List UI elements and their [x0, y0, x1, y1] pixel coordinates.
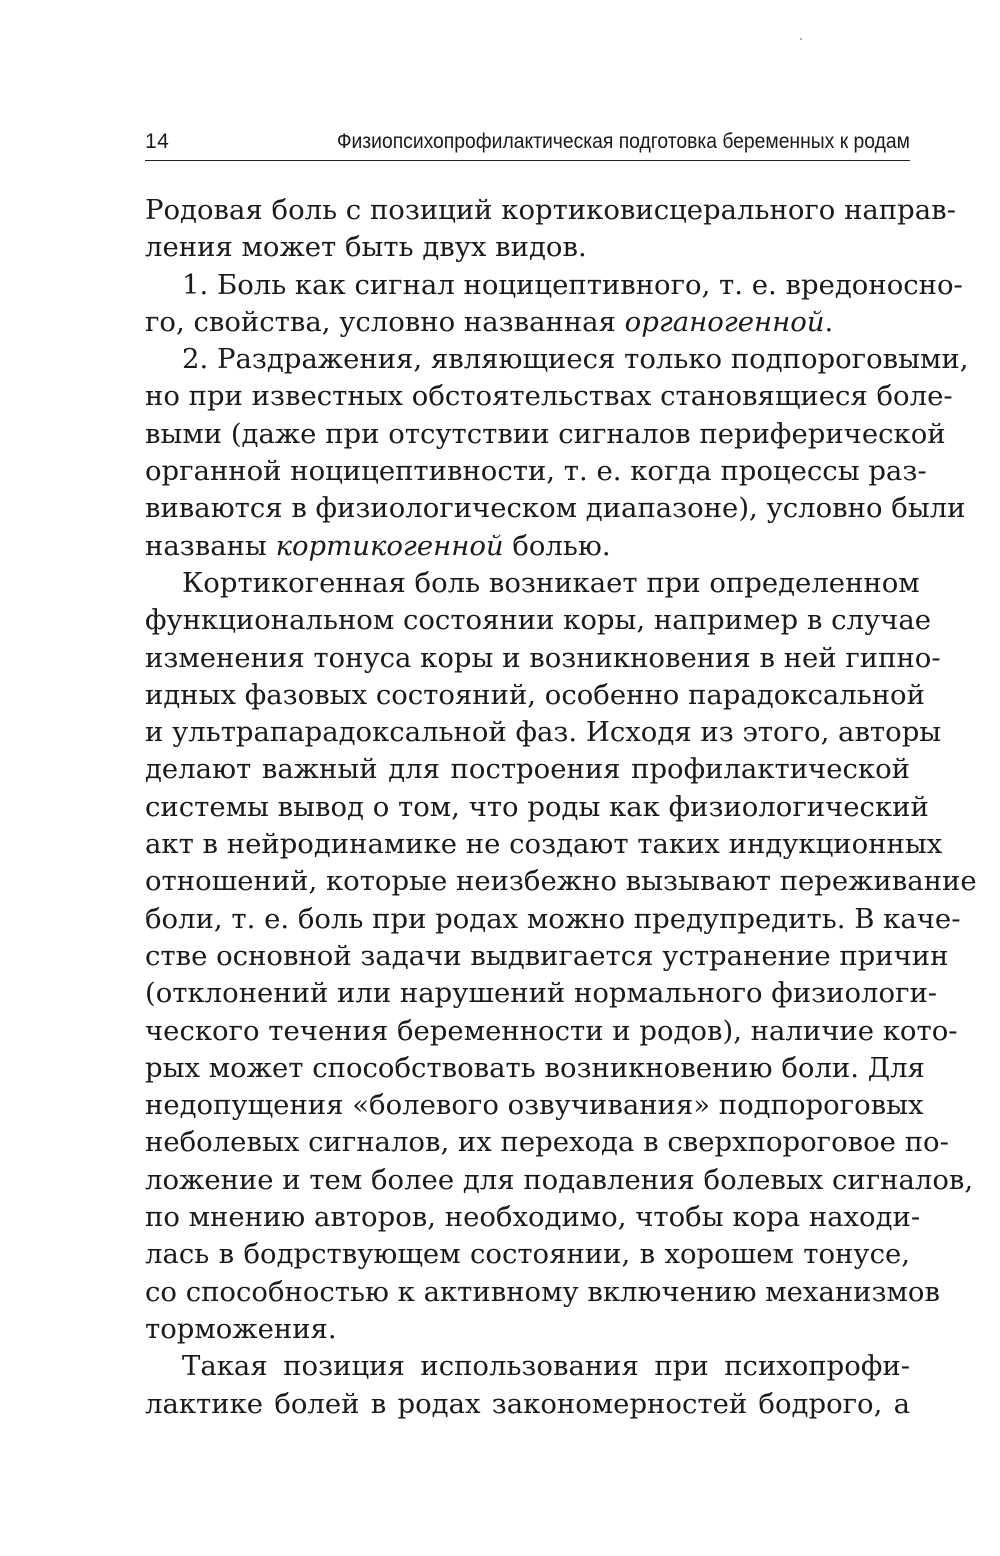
text-fragment: . — [824, 305, 834, 338]
text-line: со способностью к активному включению механизмов — [145, 1275, 940, 1308]
text-line: неболевых сигналов, их перехода в сверхпороговое по- — [145, 1126, 949, 1159]
text-line: акт в нейродинамике не создают таких индукционных — [145, 828, 943, 861]
text-line: Такая позиция использования при психопрофи- — [182, 1350, 910, 1383]
text-line: Родовая боль с позиций кортиковисцерального направ- — [145, 194, 956, 226]
text-line: системы вывод о том, что роды как физиологический — [145, 790, 929, 823]
text-line: ложение и тем более для подавления болевых сигналов, — [145, 1163, 974, 1196]
text-line: ческого течения беременности и родов), наличие кото- — [145, 1014, 958, 1047]
text-line: боли, т. е. боль при родах можно предупредить. В каче- — [145, 902, 961, 935]
text-line: ления может быть двух видов. — [145, 231, 587, 264]
numbered-paragraph — [145, 267, 963, 342]
body-text — [145, 192, 977, 1423]
text-fragment: го, свойства, условно названная — [145, 305, 616, 338]
text-line: недопущения «болевого озвучивания» подпороговых — [145, 1089, 924, 1122]
text-line: отношений, которые неизбежно вызывают переживание — [145, 865, 977, 898]
text-line: виваются в физиологическом диапазоне), условно были — [145, 492, 966, 525]
paragraph — [145, 1348, 910, 1423]
text-line: 1. Боль как сигнал ноцицептивного, т. е. вредоносно- — [182, 268, 963, 301]
text-line: стве основной задачи выдвигается устранение причин — [145, 939, 949, 972]
paragraph — [145, 192, 956, 267]
text-fragment: названы — [145, 529, 267, 562]
text-line: Кортикогенная боль возникает при определенном — [182, 566, 920, 599]
text-line: (отклонений или нарушений нормального физиологи- — [145, 977, 938, 1010]
text-line: и ультрапарадоксальной фаз. Исходя из этого, авторы — [145, 716, 942, 749]
text-line: выми (даже при отсутствии сигналов периферической — [145, 417, 946, 450]
italic-term: кортикогенной — [275, 529, 504, 562]
numbered-paragraph — [145, 341, 969, 565]
text-line: торможения. — [145, 1312, 337, 1345]
text-line: но при известных обстоятельствах становящиеся боле- — [145, 380, 953, 413]
text-line: органной ноцицептивности, т. е. когда процессы раз- — [145, 455, 927, 488]
text-line: 2. Раздражения, являющиеся только подпороговыми, — [182, 343, 969, 376]
paragraph — [145, 565, 977, 1348]
text-line — [145, 528, 910, 565]
text-line: идных фазовых состояний, особенно парадоксальной — [145, 678, 925, 711]
text-line: рых может способствовать возникновению боли. Для — [145, 1051, 925, 1084]
text-line: делают важный для построения профилактической — [145, 753, 910, 786]
text-fragment: болью. — [503, 529, 611, 562]
text-line: лактике болей в родах закономерностей бодрого, а — [145, 1387, 910, 1420]
text-line — [145, 304, 910, 341]
text-line: лась в бодрствующем состоянии, в хорошем тонусе, — [145, 1238, 910, 1271]
running-header — [145, 124, 910, 161]
text-line: изменения тонуса коры и возникновения в ней гипно- — [145, 641, 941, 674]
text-line: по мнению авторов, необходимо, чтобы кора находи- — [145, 1201, 921, 1234]
italic-term: органогенной — [624, 305, 825, 338]
text-line: функциональном состоянии коры, например в случае — [145, 604, 932, 637]
scan-dot — [800, 38, 802, 40]
page-number: 14 — [145, 130, 170, 153]
running-title: Физиопсихопрофилактическая подготовка беременных к родам — [336, 130, 910, 153]
